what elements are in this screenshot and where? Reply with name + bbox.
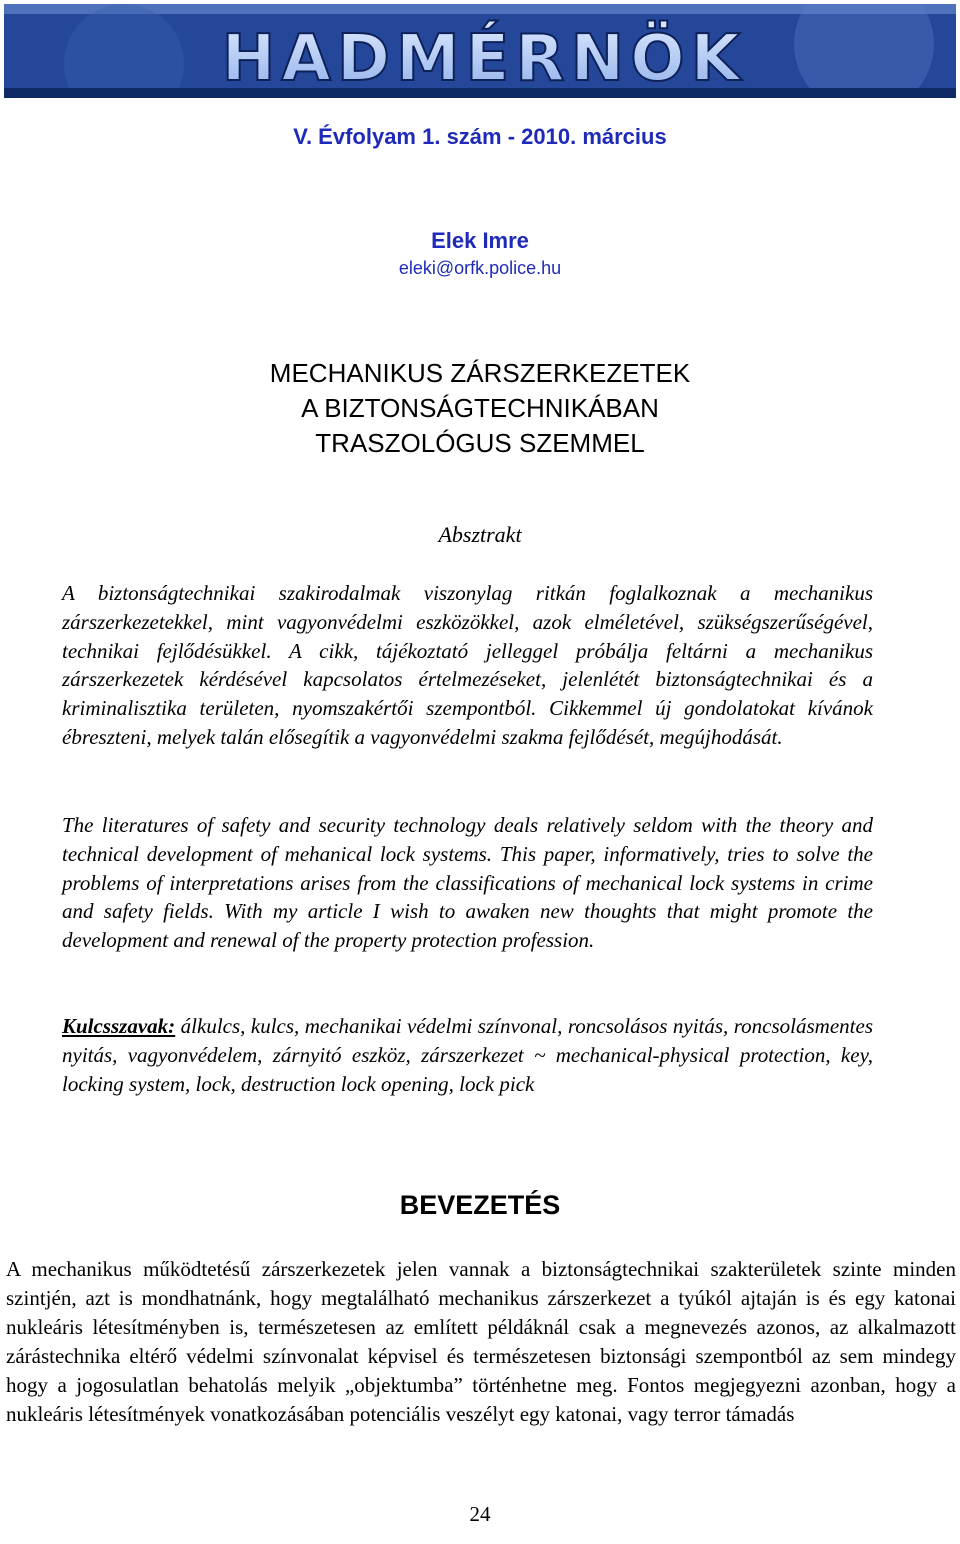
author-name: Elek Imre: [431, 228, 529, 253]
title-line-1: MECHANIKUS ZÁRSZERKEZETEK: [269, 358, 691, 388]
issue-line: V. Évfolyam 1. szám - 2010. március: [293, 124, 667, 149]
title-line-2: A BIZTONSÁGTECHNIKÁBAN: [301, 393, 659, 423]
keywords: [62, 1012, 873, 1098]
page-number: 24: [469, 1502, 491, 1526]
journal-banner: [4, 4, 956, 98]
article-title: [0, 356, 960, 461]
author-email[interactable]: eleki@orfk.police.hu: [398, 258, 562, 278]
keywords-label: Kulcsszavak:: [62, 1014, 176, 1038]
abstract-hungarian: A biztonságtechnikai szakirodalmak viszonylag ritkán foglalkoznak a mechanikus zárszerkezetekkel, mint vagyonvédelmi eszközökkel, azok elméletével, szükségszerűségével, technikai fejlődésükkel. A cikk, tájékoztató jelleggel próbálja feltárni a mechanikus zárszerkezetek kérdésével kapcsolatos értelmezéseket, jelenlétét biztonságtechnikai és a kriminalisztika területen, nyomszakértői szempontból. Cikkemmel új gondolatokat kívánok ébreszteni, melyek talán elősegítik a vagyonvédelmi szakma fejlődését, megújhodását.: [62, 581, 873, 749]
journal-logo: [4, 4, 956, 98]
abstract-heading: Absztrakt: [438, 522, 522, 547]
title-line-3: TRASZOLÓGUS SZEMMEL: [315, 428, 645, 458]
svg-text:HADMÉRNÖK: HADMÉRNÖK: [221, 22, 747, 96]
section-heading: BEVEZETÉS: [399, 1190, 561, 1220]
section-body: A mechanikus működtetésű zárszerkezetek jelen vannak a biztonságtechnikai szakterületek szinte minden szintjén, azt is mondhatnánk, hogy megtalálható mechanikus zárszerkezet a tyúkól ajtaján is és egy katonai nukleáris létesítményben is, természetesen az említett példáknál csak a megnevezés azonos, az alkalmazott zárástechnika eltérő védelmi színvonalat képvisel és természetesen biztonsági szempontból az sem mindegy hogy a jogosulatlan behatolás melyik „objektumba” történhetne meg. Fontos megjegyezni azonban, hogy a nukleáris létesítmények vonatkozásában potenciális veszélyt egy katonai, vagy terror támadás: [6, 1257, 956, 1426]
abstract-english: The literatures of safety and security technology deals relatively seldom with the theory and technical development of mehanical lock systems. This paper, informatively, tries to solve the problems of interpretations arises from the classifications of mechanical lock systems in crime and safety fields. With my article I wish to awaken new thoughts that might promote the development and renewal of the property protection profession.: [62, 813, 873, 953]
keywords-text: álkulcs, kulcs, mechanikai védelmi színvonal, roncsolásos nyitás, roncsolásmentes nyitás, vagyonvédelem, zárnyitó eszköz, zárszerkezet ~ mechanical-physical protection, key, locking system, lock, destruction lock opening, lock pick: [62, 1014, 873, 1096]
